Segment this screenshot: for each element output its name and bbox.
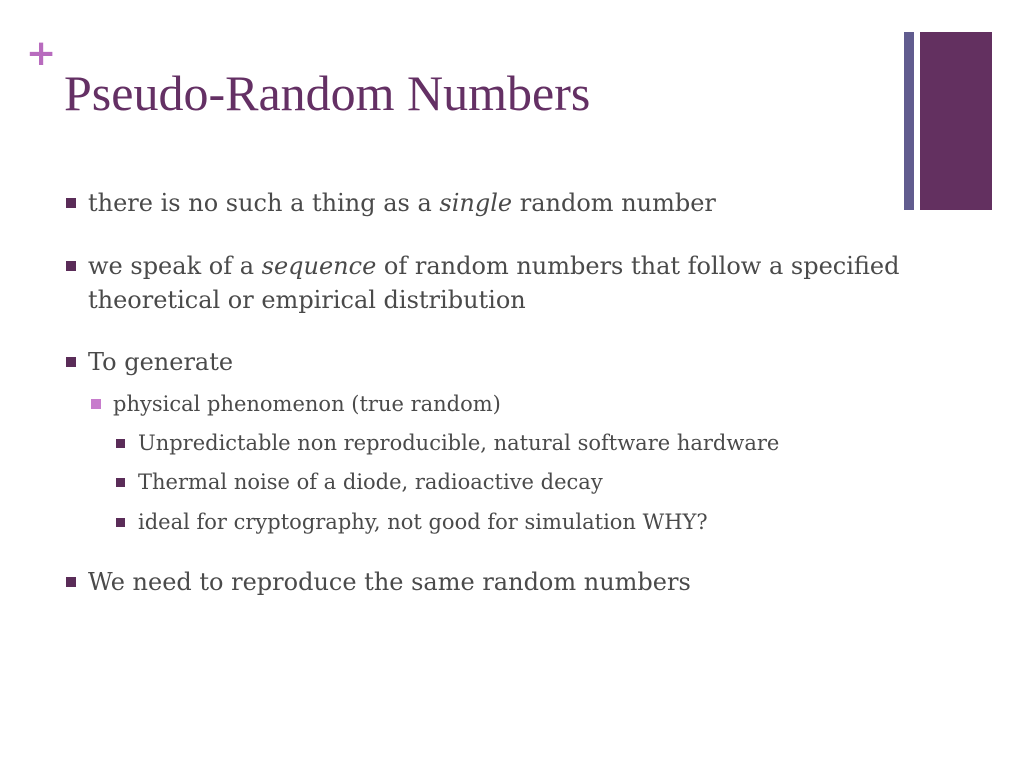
subsub-bullet-text: ideal for cryptography, not good for simulation WHY? [138,510,708,534]
subsub-bullet-text: Unpredictable non reproducible, natural software hardware [138,431,780,455]
square-bullet-icon [116,518,125,527]
bullet-emphasis: sequence [261,252,377,280]
square-bullet-icon [66,577,76,587]
square-bullet-icon [91,399,101,409]
bullet-text: We need to reproduce the same random numbers [88,568,691,596]
subsub-bullet-text: Thermal noise of a diode, radioactive decay [138,470,603,494]
bullet-item [88,186,716,220]
bullet-item [88,345,233,379]
bullet-text [88,189,716,217]
plus-icon: + [26,33,57,74]
bullet-text-part: random number [512,189,716,217]
bullet-item [88,565,691,599]
slide-title: Pseudo-Random Numbers [64,65,591,121]
square-bullet-icon [66,198,76,208]
bullet-item [88,249,899,283]
subsub-bullet-item [138,507,708,537]
sub-bullet-item [113,389,501,419]
subsub-bullet-item [138,428,779,458]
bullet-text: To generate [88,348,234,376]
square-bullet-icon [66,357,76,367]
sub-bullet-text: physical phenomenon (true random) [113,392,501,416]
bullet-text-part: of random numbers that follow a specified [376,252,900,280]
bullet-item-continuation [88,283,526,317]
bullet-text [88,252,899,280]
bullet-text-part: we speak of a [88,252,262,280]
square-bullet-icon [116,439,125,448]
square-bullet-icon [66,261,76,271]
bullet-emphasis: single [439,189,513,217]
subsub-bullet-item [138,467,603,497]
square-bullet-icon [116,478,125,487]
bullet-text: theoretical or empirical distribution [88,286,526,314]
bullet-text-part: there is no such a thing as a [88,189,440,217]
